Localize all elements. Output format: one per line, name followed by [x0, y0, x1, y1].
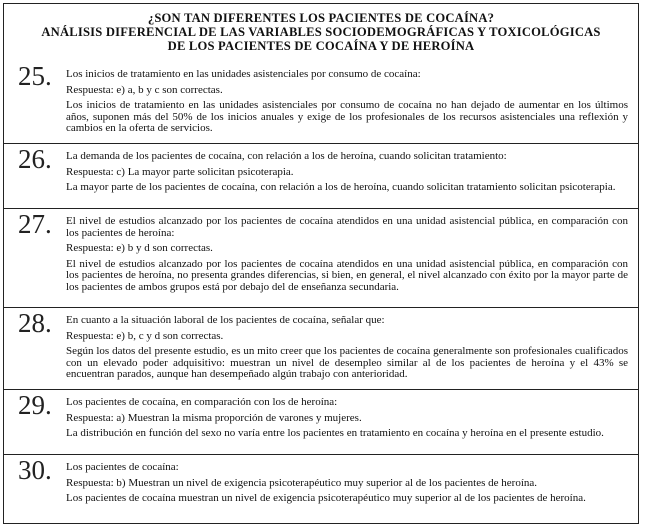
explanation-text: La mayor parte de los pacientes de cocaína, con relación a los de heroína, cuando solicitan tratamiento solicitan psicoterapia.	[66, 181, 616, 194]
title-line-2: ANÁLISIS DIFERENCIAL DE LAS VARIABLES SOCIODEMOGRÁFICAS Y TOXICOLÓGICAS	[41, 25, 601, 39]
question-text: Los inicios de tratamiento en las unidades asistenciales por consumo de cocaína:	[66, 68, 421, 80]
page-title	[4, 11, 638, 53]
question-number: 28.	[18, 308, 52, 338]
question-block-29	[4, 389, 638, 454]
question-text: El nivel de estudios alcanzado por los pacientes de cocaína atendidos en una unidad asistencial pública, en comparación con los pacientes de heroína:	[66, 215, 628, 239]
explanation-text: Los pacientes de cocaína muestran un nivel de exigencia psicoterapéutico muy superior al de los pacientes de heroína.	[66, 492, 586, 505]
question-text: La demanda de los pacientes de cocaína, con relación a los de heroína, cuando solicitan tratamiento:	[66, 150, 507, 162]
answer-text: Respuesta: e) b y d son correctas.	[66, 242, 213, 255]
question-number: 29.	[18, 390, 52, 420]
answer-text: Respuesta: b) Muestran un nivel de exigencia psicoterapéutico muy superior al de los pacientes de heroína.	[66, 476, 538, 489]
answer-text: Respuesta: e) a, b y c son correctas.	[66, 83, 223, 96]
question-block-26	[4, 143, 638, 208]
question-block-25	[4, 61, 638, 143]
question-number: 25.	[18, 61, 52, 91]
question-number: 26.	[18, 144, 52, 174]
explanation-text: La distribución en función del sexo no varía entre los pacientes en tratamiento en cocaína y heroína en el presente estudio.	[66, 427, 604, 440]
question-number: 30.	[18, 455, 52, 485]
question-text: Los pacientes de cocaína:	[66, 461, 179, 473]
question-number: 27.	[18, 209, 52, 239]
explanation-text: El nivel de estudios alcanzado por los pacientes de cocaína atendidos en una unidad asistencial pública, en comparación con los pacientes de heroína, no presenta grandes diferencias, si bien, en general, el nivel alcanzado con éxito por la mayor parte de los pacientes de ambos grupos está por debajo del de enseñanza secundaria.	[66, 257, 628, 293]
answer-text: Respuesta: a) Muestran la misma proporción de varones y mujeres.	[66, 411, 362, 424]
question-block-30	[4, 454, 638, 524]
quiz-page	[3, 3, 639, 524]
explanation-text: Los inicios de tratamiento en las unidades asistenciales por consumo de cocaína no han dejado de aumentar en los últimos años, suponen más del 50% de los inicios anuales y exige de los profesionales de los recursos asistenciales una reflexión y cambios en la oferta de servicios.	[66, 99, 628, 135]
answer-text: Respuesta: e) b, c y d son correctas.	[66, 329, 224, 342]
title-line-3: DE LOS PACIENTES DE COCAÍNA Y DE HEROÍNA	[167, 39, 475, 53]
title-line-1: ¿SON TAN DIFERENTES LOS PACIENTES DE COCAÍNA?	[147, 11, 495, 25]
question-text: Los pacientes de cocaína, en comparación con los de heroína:	[66, 396, 338, 408]
answer-text: Respuesta: c) La mayor parte solicitan psicoterapia.	[66, 165, 294, 178]
question-text: En cuanto a la situación laboral de los pacientes de cocaína, señalar que:	[66, 314, 385, 326]
explanation-text: Según los datos del presente estudio, es un mito creer que los pacientes de cocaína generalmente son profesionales cualificados con un elevado poder adquisitivo: muestran un nivel de desempleo similar al de los pacientes de heroína y el 43% se encuentran parados, aunque han desempeñado algún trabajo con anterioridad.	[66, 345, 628, 381]
question-block-28	[4, 307, 638, 389]
question-block-27	[4, 208, 638, 307]
